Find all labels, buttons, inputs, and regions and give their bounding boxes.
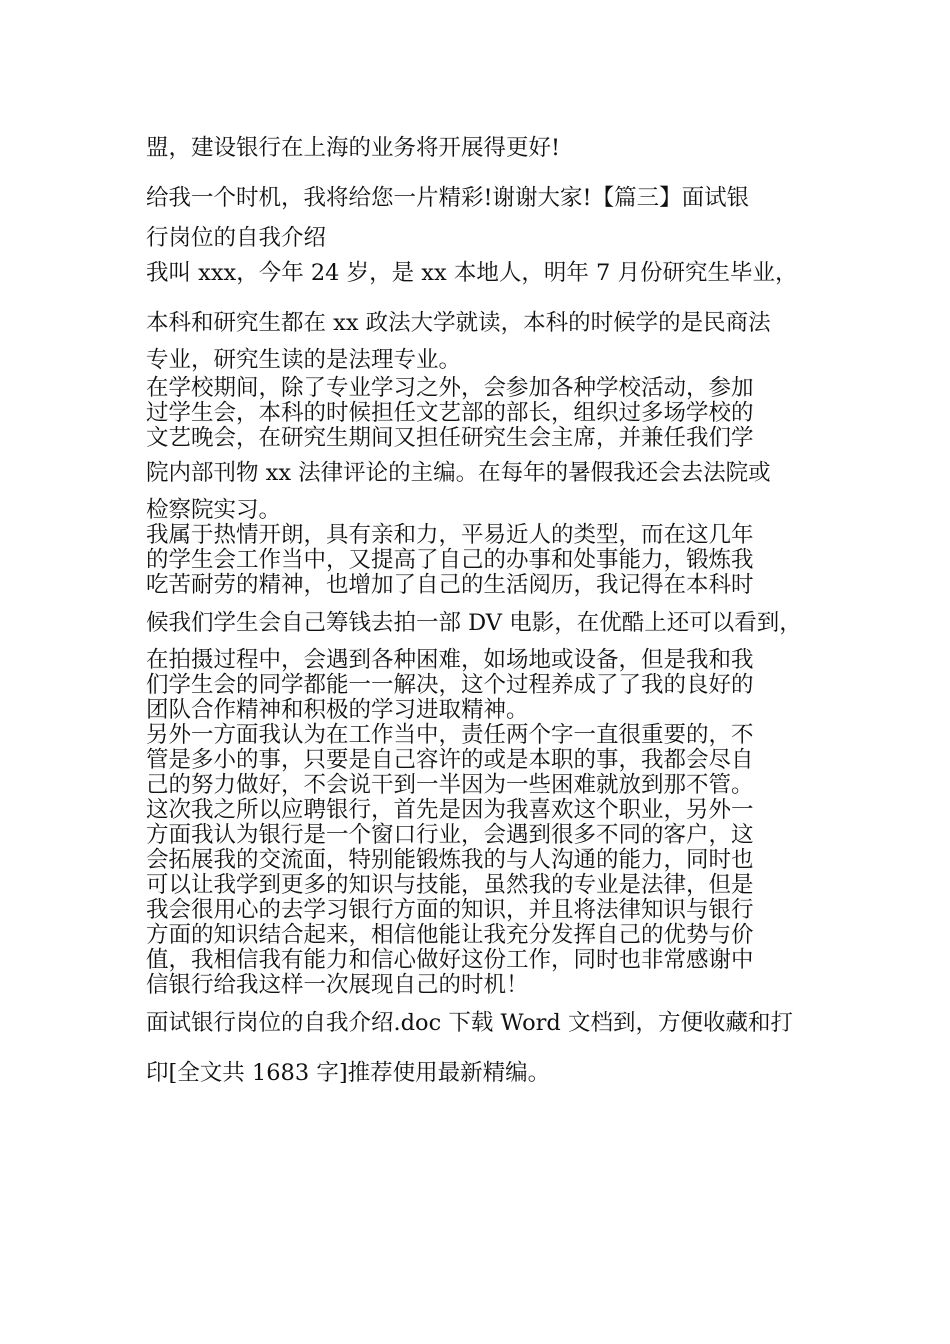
text-line: 过学生会，本科的时候担任文艺部的部长，组织过多场学校的 <box>146 400 754 426</box>
download-note-line: 面试银行岗位的自我介绍.doc 下载 Word 文档到，方便收藏和打 <box>146 1010 793 1036</box>
text-line: 我叫 xxx，今年 24 岁，是 xx 本地人，明年 7 月份研究生毕业， <box>146 260 798 286</box>
word-count-line: 印[全文共 1683 字]推荐使用最新精编。 <box>146 1060 551 1086</box>
text-line: 院内部刊物 xx 法律评论的主编。在每年的暑假我还会去法院或 <box>146 460 771 486</box>
text-line: 候我们学生会自己筹钱去拍一部 DV 电影，在优酷上还可以看到， <box>146 610 802 636</box>
text-line: 检察院实习。 <box>146 497 282 523</box>
text-line: 另外一方面我认为在工作当中，责任两个字一直很重要的，不 <box>146 722 754 748</box>
text-line: 团队合作精神和积极的学习进取精神。 <box>146 697 529 723</box>
text-line: 专业，研究生读的是法理专业。 <box>146 347 462 373</box>
text-line: 在拍摄过程中，会遇到各种困难，如场地或设备，但是我和我 <box>146 647 754 673</box>
text-line: 可以让我学到更多的知识与技能，虽然我的专业是法律，但是 <box>146 872 754 898</box>
text-line: 本科和研究生都在 xx 政法大学就读，本科的时候学的是民商法 <box>146 310 771 336</box>
text-line: 吃苦耐劳的精神，也增加了自己的生活阅历，我记得在本科时 <box>146 572 754 598</box>
text-line: 文艺晚会，在研究生期间又担任研究生会主席，并兼任我们学 <box>146 425 754 451</box>
text-line: 的学生会工作当中，又提高了自己的办事和处事能力，锻炼我 <box>146 547 754 573</box>
text-line: 们学生会的同学都能一一解决，这个过程养成了了我的良好的 <box>146 672 754 698</box>
text-line: 信银行给我这样一次展现自己的时机！ <box>146 972 529 998</box>
text-line: 在学校期间，除了专业学习之外，会参加各种学校活动，参加 <box>146 375 754 401</box>
text-line: 这次我之所以应聘银行，首先是因为我喜欢这个职业，另外一 <box>146 797 754 823</box>
text-line: 管是多小的事，只要是自己容许的或是本职的事，我都会尽自 <box>146 747 754 773</box>
text-line: 值，我相信我有能力和信心做好这份工作，同时也非常感谢中 <box>146 947 754 973</box>
text-line: 给我一个时机，我将给您一片精彩!谢谢大家!【篇三】面试银 <box>146 185 750 211</box>
text-line: 方面我认为银行是一个窗口行业，会遇到很多不同的客户，这 <box>146 822 754 848</box>
text-line: 行岗位的自我介绍 <box>146 225 327 251</box>
text-line: 盟，建设银行在上海的业务将开展得更好! <box>146 135 561 161</box>
text-line: 己的努力做好，不会说干到一半因为一些困难就放到那不管。 <box>146 772 754 798</box>
text-line: 方面的知识结合起来，相信他能让我充分发挥自己的优势与价 <box>146 922 754 948</box>
text-line: 我属于热情开朗，具有亲和力，平易近人的类型，而在这几年 <box>146 522 754 548</box>
text-line: 会拓展我的交流面，特别能锻炼我的与人沟通的能力，同时也 <box>146 847 754 873</box>
text-line: 我会很用心的去学习银行方面的知识，并且将法律知识与银行 <box>146 897 754 923</box>
